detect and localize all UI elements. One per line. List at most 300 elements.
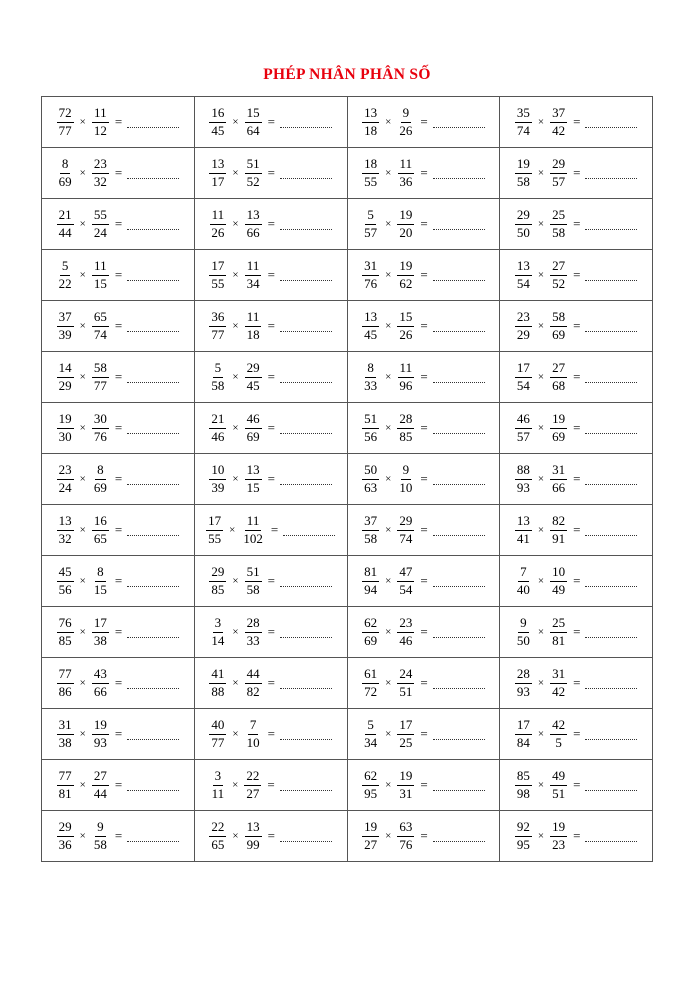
- numerator: 11: [210, 208, 227, 224]
- numerator: 28: [397, 412, 414, 428]
- problem-cell: [347, 352, 500, 403]
- numerator: 77: [57, 667, 74, 683]
- answer-blank[interactable]: [280, 728, 332, 740]
- denominator: 77: [58, 122, 72, 138]
- multiply-icon: ×: [79, 320, 86, 332]
- numerator: 23: [397, 616, 414, 632]
- equals-sign: =: [573, 369, 581, 384]
- answer-blank[interactable]: [433, 269, 485, 281]
- equals-sign: =: [420, 828, 428, 843]
- numerator: 29: [550, 157, 567, 173]
- denominator: 69: [246, 428, 260, 444]
- answer-blank[interactable]: [280, 269, 332, 281]
- numerator: 19: [92, 718, 109, 734]
- denominator: 76: [364, 275, 378, 291]
- problem-cell: [194, 658, 347, 709]
- fraction-first: [209, 310, 226, 341]
- multiplication-expression: [195, 709, 347, 759]
- denominator: 45: [211, 122, 225, 138]
- denominator: 15: [93, 581, 107, 597]
- fraction-second: [550, 310, 567, 341]
- multiplication-expression: [42, 454, 194, 504]
- numerator: 11: [245, 514, 262, 530]
- numerator: 46: [515, 412, 532, 428]
- numerator: 11: [245, 310, 262, 326]
- fraction-first: [515, 769, 532, 800]
- fraction-second: [92, 259, 109, 290]
- denominator: 81: [552, 632, 566, 648]
- answer-blank[interactable]: [585, 167, 637, 179]
- denominator: 25: [399, 734, 413, 750]
- fraction-second: [397, 208, 414, 239]
- fraction-first: [362, 820, 379, 851]
- answer-blank[interactable]: [585, 218, 637, 230]
- multiply-icon: ×: [79, 626, 86, 638]
- answer-blank[interactable]: [127, 728, 179, 740]
- multiply-icon: ×: [385, 677, 392, 689]
- problem-cell: [194, 301, 347, 352]
- equals-sign: =: [114, 369, 123, 384]
- denominator: 56: [58, 581, 72, 597]
- answer-blank[interactable]: [433, 320, 485, 332]
- fraction-second: [550, 616, 567, 647]
- answer-blank[interactable]: [585, 422, 637, 434]
- answer-blank[interactable]: [280, 779, 332, 791]
- numerator: 37: [57, 310, 74, 326]
- numerator: 45: [57, 565, 74, 581]
- numerator: 11: [245, 259, 262, 275]
- fraction-second: [92, 718, 109, 749]
- denominator: 77: [211, 326, 225, 342]
- multiplication-expression: [348, 658, 500, 708]
- numerator: 31: [57, 718, 74, 734]
- numerator: 81: [362, 565, 379, 581]
- table-row: [42, 250, 653, 301]
- denominator: 95: [516, 836, 530, 852]
- denominator: 66: [246, 224, 260, 240]
- fraction-second: [92, 514, 109, 545]
- denominator: 66: [552, 479, 566, 495]
- denominator: 88: [211, 683, 225, 699]
- multiplication-expression: [500, 250, 652, 300]
- answer-blank[interactable]: [585, 677, 637, 689]
- fraction-first: [362, 106, 379, 137]
- problem-cell: [42, 760, 195, 811]
- answer-blank[interactable]: [585, 269, 637, 281]
- numerator: 13: [245, 208, 262, 224]
- table-row: [42, 97, 653, 148]
- numerator: 7: [248, 718, 259, 734]
- denominator: 20: [399, 224, 413, 240]
- equals-sign: =: [573, 573, 581, 588]
- numerator: 72: [57, 106, 74, 122]
- multiply-icon: ×: [232, 269, 239, 281]
- problem-cell: [194, 97, 347, 148]
- equals-sign: =: [420, 114, 428, 129]
- answer-blank[interactable]: [280, 677, 332, 689]
- answer-blank[interactable]: [127, 116, 179, 128]
- answer-blank[interactable]: [127, 524, 179, 536]
- fraction-first: [515, 361, 532, 392]
- fraction-second: [397, 565, 414, 596]
- numerator: 37: [362, 514, 379, 530]
- fraction-first: [515, 820, 532, 851]
- denominator: 69: [93, 479, 107, 495]
- answer-blank[interactable]: [585, 728, 637, 740]
- answer-blank[interactable]: [127, 371, 179, 383]
- multiply-icon: ×: [537, 575, 545, 587]
- multiply-icon: ×: [385, 371, 392, 383]
- equals-sign: =: [573, 216, 581, 231]
- multiplication-expression: [42, 811, 194, 861]
- equals-sign: =: [114, 420, 123, 435]
- fraction-second: [92, 565, 109, 596]
- denominator: 24: [93, 224, 107, 240]
- answer-blank[interactable]: [585, 779, 637, 791]
- answer-blank[interactable]: [585, 524, 637, 536]
- answer-blank[interactable]: [280, 830, 332, 842]
- equals-sign: =: [573, 624, 581, 639]
- multiplication-expression: [500, 97, 652, 147]
- answer-blank[interactable]: [433, 116, 485, 128]
- answer-blank[interactable]: [433, 422, 485, 434]
- problem-cell: [347, 250, 500, 301]
- problem-cell: [500, 505, 653, 556]
- multiplication-expression: [500, 607, 652, 657]
- fraction-first: [515, 106, 532, 137]
- answer-blank[interactable]: [585, 575, 637, 587]
- answer-blank[interactable]: [280, 320, 332, 332]
- denominator: 57: [364, 224, 378, 240]
- denominator: 38: [93, 632, 107, 648]
- denominator: 95: [364, 785, 378, 801]
- denominator: 50: [516, 224, 530, 240]
- answer-blank[interactable]: [585, 371, 637, 383]
- numerator: 51: [362, 412, 379, 428]
- fraction-second: [245, 412, 262, 443]
- equals-sign: =: [267, 777, 275, 792]
- multiplication-expression: [42, 658, 194, 708]
- denominator: 46: [399, 632, 413, 648]
- problem-cell: [194, 505, 347, 556]
- numerator: 21: [209, 412, 226, 428]
- denominator: 15: [246, 479, 260, 495]
- denominator: 32: [93, 173, 107, 189]
- answer-blank[interactable]: [127, 320, 179, 332]
- numerator: 11: [92, 259, 109, 275]
- multiply-icon: ×: [79, 371, 86, 383]
- denominator: 93: [516, 479, 530, 495]
- numerator: 13: [515, 514, 532, 530]
- denominator: 15: [93, 275, 107, 291]
- multiplication-expression: [42, 148, 194, 198]
- fraction-first: [515, 412, 532, 443]
- problem-cell: [347, 199, 500, 250]
- answer-blank[interactable]: [283, 524, 335, 536]
- multiply-icon: ×: [537, 830, 545, 842]
- answer-blank[interactable]: [280, 116, 332, 128]
- fraction-second: [92, 310, 109, 341]
- table-row: [42, 403, 653, 454]
- answer-blank[interactable]: [280, 626, 332, 638]
- answer-blank[interactable]: [433, 626, 485, 638]
- fraction-second: [92, 106, 109, 137]
- answer-blank[interactable]: [433, 371, 485, 383]
- problem-cell: [42, 97, 195, 148]
- numerator: 65: [92, 310, 109, 326]
- numerator: 27: [550, 361, 567, 377]
- fraction-first: [362, 667, 379, 698]
- fraction-first: [515, 718, 532, 749]
- answer-blank[interactable]: [280, 575, 332, 587]
- answer-blank[interactable]: [127, 422, 179, 434]
- denominator: 11: [211, 785, 225, 801]
- answer-blank[interactable]: [127, 677, 179, 689]
- equals-sign: =: [267, 573, 275, 588]
- answer-blank[interactable]: [585, 473, 637, 485]
- denominator: 52: [246, 173, 260, 189]
- answer-blank[interactable]: [585, 830, 637, 842]
- answer-blank[interactable]: [585, 116, 637, 128]
- equals-sign: =: [267, 216, 275, 231]
- multiply-icon: ×: [537, 320, 545, 332]
- multiply-icon: ×: [232, 677, 239, 689]
- denominator: 24: [58, 479, 72, 495]
- equals-sign: =: [114, 114, 123, 129]
- problem-cell: [347, 811, 500, 862]
- multiply-icon: ×: [79, 779, 86, 791]
- denominator: 63: [364, 479, 378, 495]
- numerator: 16: [92, 514, 109, 530]
- multiply-icon: ×: [232, 830, 239, 842]
- multiplication-expression: [42, 97, 194, 147]
- numerator: 14: [57, 361, 74, 377]
- fraction-second: [245, 259, 262, 290]
- equals-sign: =: [267, 114, 275, 129]
- denominator: 102: [243, 530, 263, 546]
- numerator: 44: [245, 667, 262, 683]
- fraction-second: [92, 667, 109, 698]
- problem-cell: [500, 811, 653, 862]
- multiplication-expression: [195, 505, 347, 555]
- multiplication-expression: [42, 301, 194, 351]
- denominator: 93: [93, 734, 107, 750]
- numerator: 62: [362, 769, 379, 785]
- multiplication-expression: [500, 352, 652, 402]
- denominator: 36: [399, 173, 413, 189]
- problem-cell: [347, 607, 500, 658]
- answer-blank[interactable]: [280, 371, 332, 383]
- numerator: 17: [209, 259, 226, 275]
- denominator: 58: [552, 224, 566, 240]
- answer-blank[interactable]: [280, 218, 332, 230]
- numerator: 8: [95, 565, 106, 581]
- numerator: 5: [60, 259, 71, 275]
- multiplication-expression: [348, 352, 500, 402]
- fraction-first: [57, 718, 74, 749]
- multiplication-expression: [348, 199, 500, 249]
- multiply-icon: ×: [229, 524, 236, 536]
- fraction-second: [550, 208, 567, 239]
- numerator: 23: [92, 157, 109, 173]
- multiplication-expression: [500, 709, 652, 759]
- multiply-icon: ×: [232, 422, 239, 434]
- fraction-second: [397, 463, 414, 494]
- numerator: 61: [362, 667, 379, 683]
- denominator: 74: [93, 326, 107, 342]
- equals-sign: =: [420, 471, 428, 486]
- numerator: 17: [92, 616, 109, 632]
- denominator: 86: [58, 683, 72, 699]
- fraction-first: [515, 667, 532, 698]
- answer-blank[interactable]: [433, 218, 485, 230]
- equals-sign: =: [114, 828, 123, 843]
- equals-sign: =: [420, 165, 428, 180]
- problem-cell: [42, 556, 195, 607]
- fraction-first: [57, 310, 74, 341]
- multiplication-expression: [500, 760, 652, 810]
- multiplication-expression: [42, 250, 194, 300]
- answer-blank[interactable]: [585, 626, 637, 638]
- equals-sign: =: [573, 675, 581, 690]
- answer-blank[interactable]: [433, 677, 485, 689]
- answer-blank[interactable]: [433, 830, 485, 842]
- multiplication-expression: [500, 556, 652, 606]
- table-row: [42, 607, 653, 658]
- numerator: 22: [209, 820, 226, 836]
- multiplication-expression: [348, 97, 500, 147]
- denominator: 38: [58, 734, 72, 750]
- answer-blank[interactable]: [127, 575, 179, 587]
- equals-sign: =: [420, 573, 428, 588]
- answer-blank[interactable]: [127, 269, 179, 281]
- multiplication-expression: [195, 556, 347, 606]
- answer-blank[interactable]: [127, 167, 179, 179]
- equals-sign: =: [114, 471, 123, 486]
- denominator: 57: [552, 173, 566, 189]
- multiply-icon: ×: [79, 524, 86, 536]
- denominator: 64: [246, 122, 260, 138]
- fraction-first: [362, 565, 379, 596]
- problem-cell: [42, 658, 195, 709]
- answer-blank[interactable]: [433, 473, 485, 485]
- numerator: 85: [515, 769, 532, 785]
- denominator: 32: [58, 530, 72, 546]
- multiply-icon: ×: [79, 116, 86, 128]
- denominator: 57: [516, 428, 530, 444]
- denominator: 54: [516, 275, 530, 291]
- fraction-second: [92, 361, 109, 392]
- answer-blank[interactable]: [127, 779, 179, 791]
- fraction-first: [209, 616, 226, 647]
- multiply-icon: ×: [79, 728, 86, 740]
- denominator: 23: [552, 836, 566, 852]
- multiply-icon: ×: [79, 167, 86, 179]
- answer-blank[interactable]: [585, 320, 637, 332]
- numerator: 29: [245, 361, 262, 377]
- problem-cell: [42, 250, 195, 301]
- denominator: 34: [246, 275, 260, 291]
- fraction-second: [92, 463, 109, 494]
- equals-sign: =: [573, 318, 581, 333]
- numerator: 58: [550, 310, 567, 326]
- numerator: 19: [515, 157, 532, 173]
- equals-sign: =: [420, 522, 428, 537]
- fraction-first: [362, 769, 379, 800]
- numerator: 31: [362, 259, 379, 275]
- answer-blank[interactable]: [280, 167, 332, 179]
- answer-blank[interactable]: [127, 830, 179, 842]
- denominator: 74: [399, 530, 413, 546]
- denominator: 26: [211, 224, 225, 240]
- denominator: 56: [364, 428, 378, 444]
- denominator: 49: [552, 581, 566, 597]
- fraction-first: [57, 514, 74, 545]
- multiply-icon: ×: [385, 116, 392, 128]
- numerator: 19: [397, 259, 414, 275]
- denominator: 58: [246, 581, 260, 597]
- denominator: 69: [552, 326, 566, 342]
- fraction-second: [245, 463, 262, 494]
- numerator: 11: [398, 157, 415, 173]
- answer-blank[interactable]: [127, 626, 179, 638]
- fraction-first: [515, 463, 532, 494]
- multiply-icon: ×: [537, 269, 545, 281]
- numerator: 29: [57, 820, 74, 836]
- fraction-first: [209, 106, 226, 137]
- multiplication-expression: [42, 709, 194, 759]
- fraction-second: [550, 259, 567, 290]
- answer-blank[interactable]: [280, 473, 332, 485]
- numerator: 25: [550, 616, 567, 632]
- fraction-first: [515, 259, 532, 290]
- denominator: 39: [211, 479, 225, 495]
- answer-blank[interactable]: [433, 575, 485, 587]
- problem-cell: [500, 658, 653, 709]
- multiplication-expression: [42, 199, 194, 249]
- multiply-icon: ×: [385, 320, 392, 332]
- equals-sign: =: [114, 165, 123, 180]
- denominator: 72: [364, 683, 378, 699]
- multiply-icon: ×: [385, 779, 392, 791]
- answer-blank[interactable]: [280, 422, 332, 434]
- answer-blank[interactable]: [433, 728, 485, 740]
- multiplication-expression: [500, 811, 652, 861]
- multiply-icon: ×: [385, 473, 392, 485]
- fraction-second: [245, 565, 262, 596]
- equals-sign: =: [420, 267, 428, 282]
- denominator: 77: [93, 377, 107, 393]
- multiply-icon: ×: [537, 626, 545, 638]
- answer-blank[interactable]: [127, 473, 179, 485]
- multiplication-expression: [195, 199, 347, 249]
- numerator: 51: [245, 565, 262, 581]
- fraction-second: [92, 208, 109, 239]
- multiplication-expression: [348, 148, 500, 198]
- answer-blank[interactable]: [433, 779, 485, 791]
- answer-blank[interactable]: [127, 218, 179, 230]
- answer-blank[interactable]: [433, 524, 485, 536]
- multiply-icon: ×: [537, 218, 545, 230]
- denominator: 40: [516, 581, 530, 597]
- answer-blank[interactable]: [433, 167, 485, 179]
- numerator: 17: [397, 718, 414, 734]
- fraction-first: [57, 361, 74, 392]
- fraction-first: [362, 157, 379, 188]
- fraction-second: [397, 514, 414, 545]
- denominator: 45: [364, 326, 378, 342]
- equals-sign: =: [420, 726, 428, 741]
